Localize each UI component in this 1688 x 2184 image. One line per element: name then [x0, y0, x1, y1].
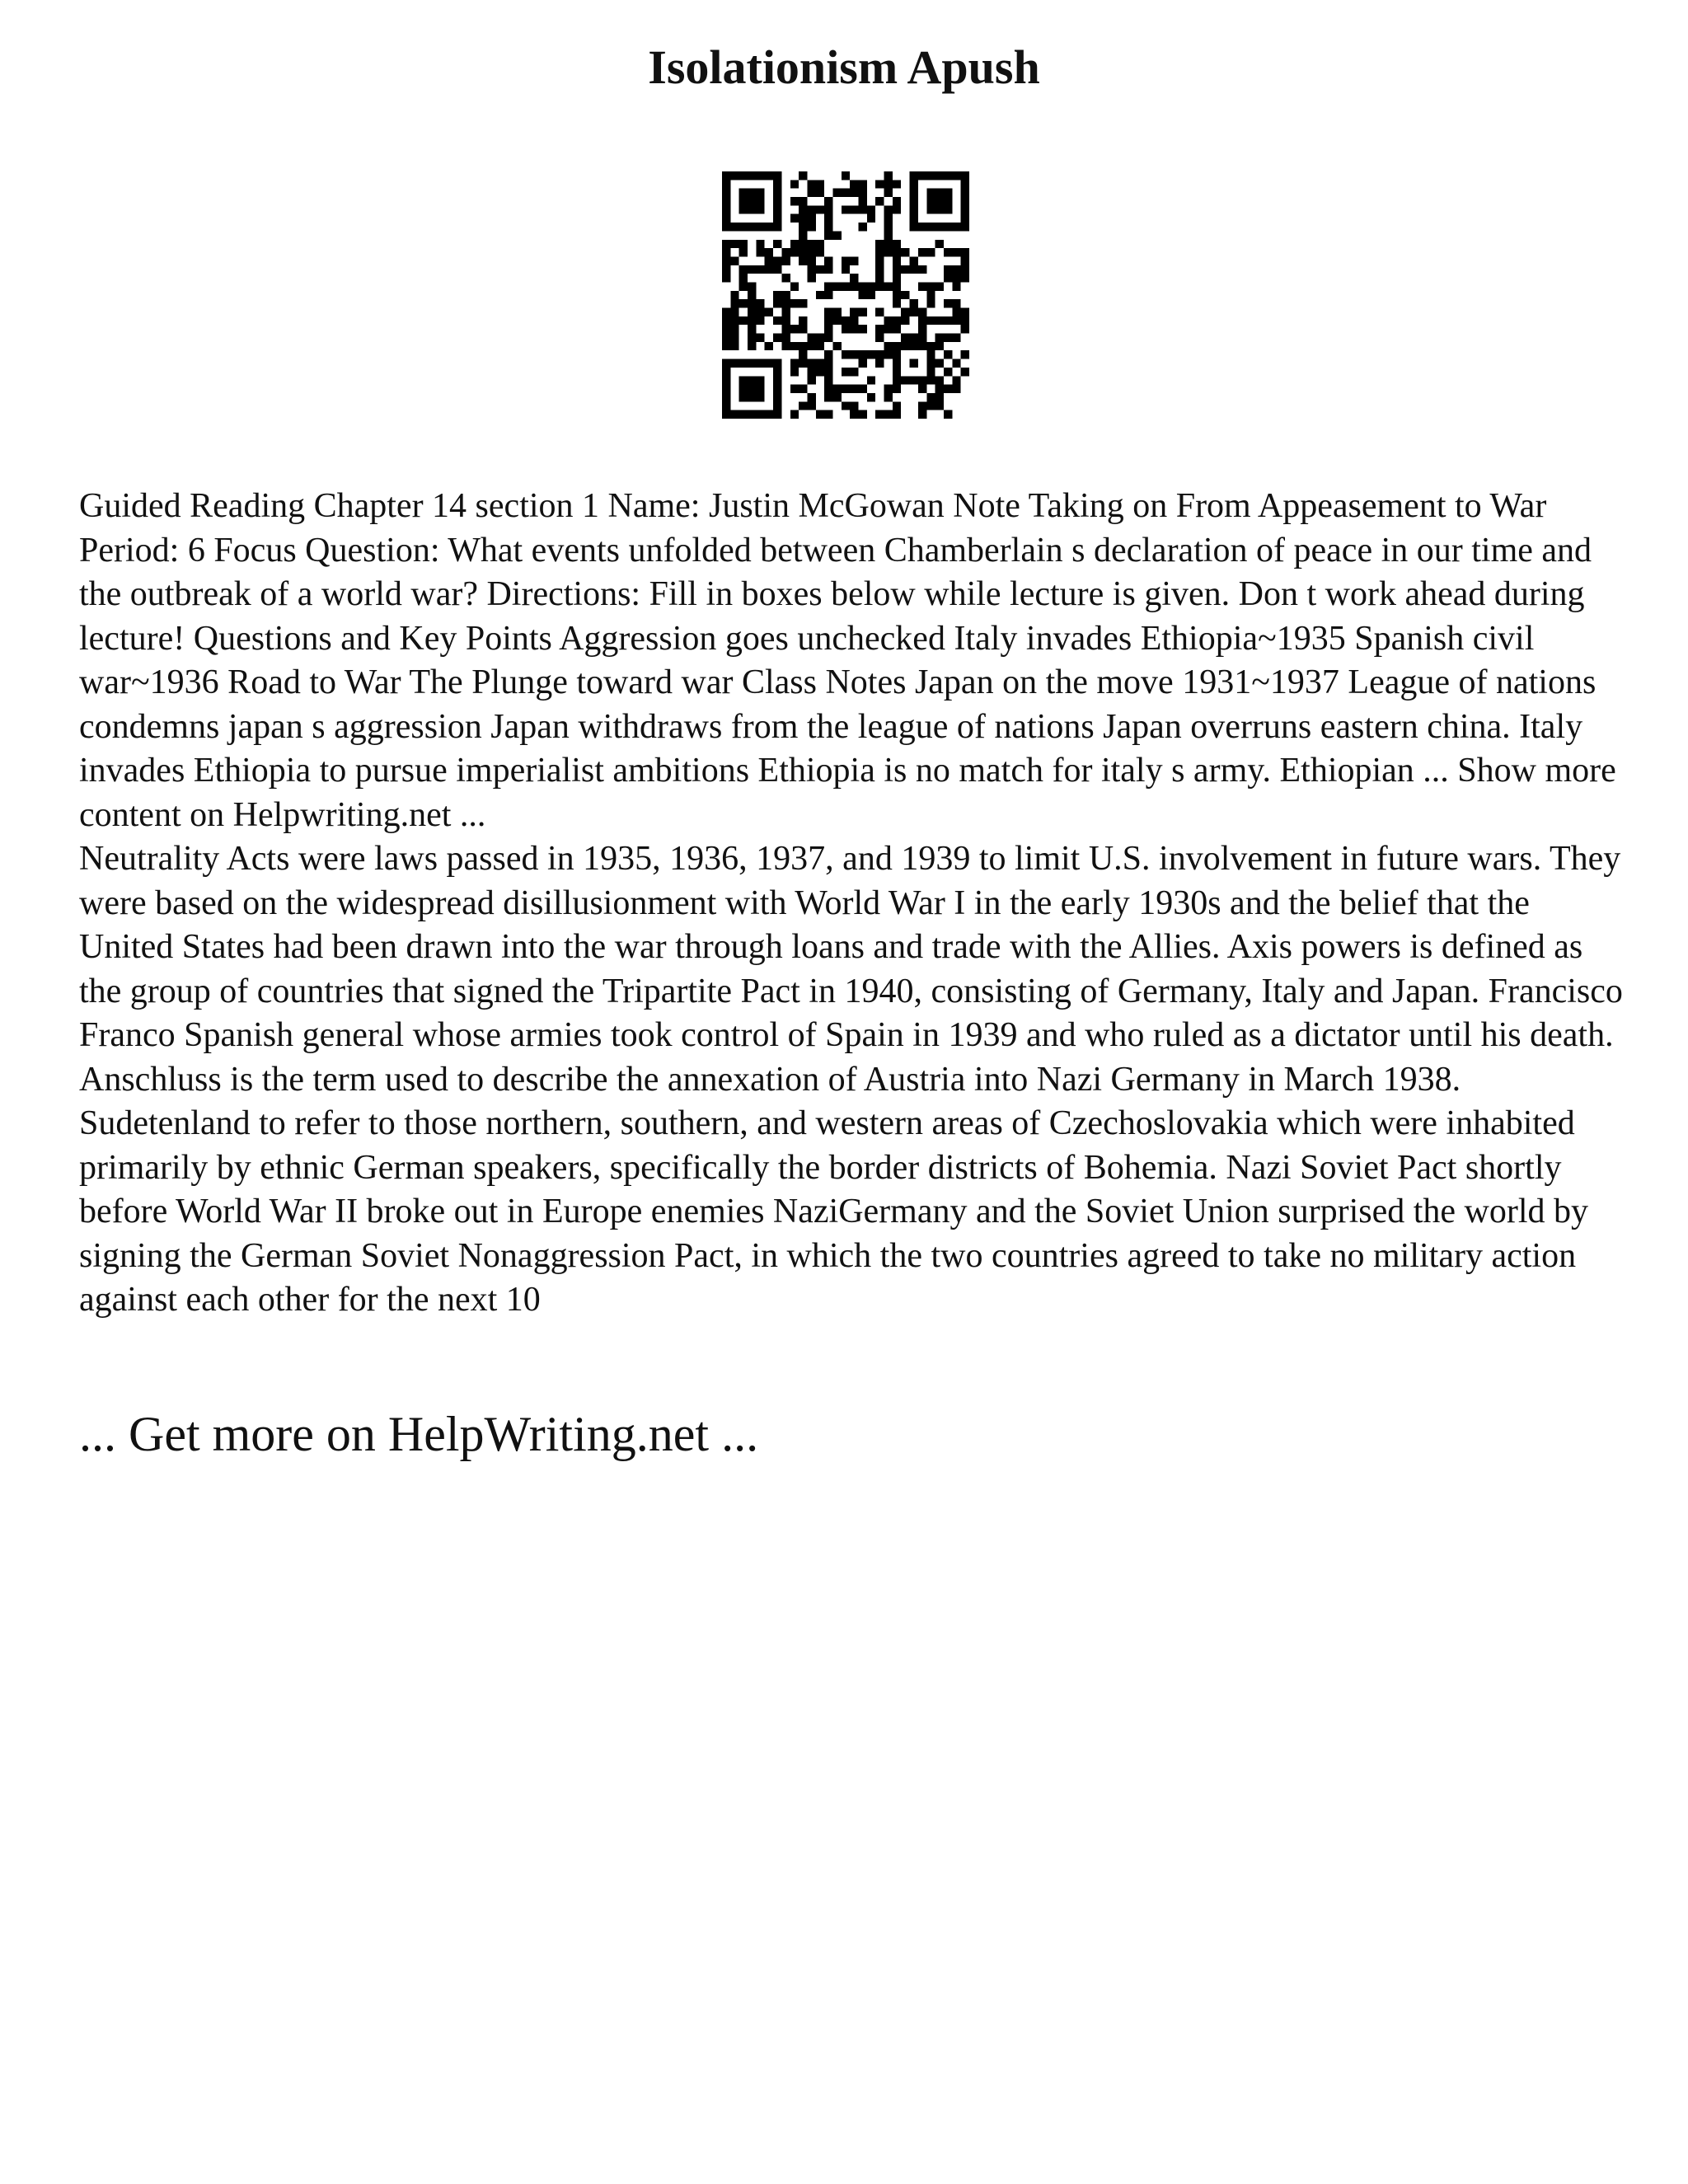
- paragraph-guided-reading: Guided Reading Chapter 14 section 1 Name: Justin McGowan Note Taking on From Appeasement to War Period: 6 Focus Question: What events unfolded between Chamberlain s declaration of peace in our time and the outbreak of a world war? Directions: Fill in boxes below while lecture is given. Don t work ahead during lecture! Questions and Key Points Aggression goes unchecked Italy invades Ethiopia~1935 Spanish civil war~1936 Road to War The Plunge toward war Class Notes Japan on the move 1931~1937 League of nations condemns japan s aggression Japan withdraws from the league of nations Japan overruns eastern china. Italy invades Ethiopia to pursue imperialist ambitions Ethiopia is no match for italy s army. Ethiopian ... Show more content on Helpwriting.net ...: [79, 487, 1616, 834]
- qr-code-icon[interactable]: [722, 171, 969, 419]
- article-body: [79, 485, 1629, 1323]
- get-more-link[interactable]: ... Get more on HelpWriting.net ...: [79, 1407, 759, 1461]
- paragraph-neutrality-acts: Neutrality Acts were laws passed in 1935, 1936, 1937, and 1939 to limit U.S. involvement in future wars. They were based on the widespread disillusionment with World War I in the early 1930s and the belief that the United States had been drawn into the war through loans and trade with the Allies. Axis powers is defined as the group of countries that signed the Tripartite Pact in 1940, consisting of Germany, Italy and Japan. Francisco Franco Spanish general whose armies took control of Spain in 1939 and who ruled as a dictator until his death. Anschluss is the term used to describe the annexation of Austria into Nazi Germany in March 1938. Sudetenland to refer to those northern, southern, and western areas of Czechoslovakia which were inhabited primarily by ethnic German speakers, specifically the border districts of Bohemia. Nazi Soviet Pact shortly before World War II broke out in Europe enemies NaziGermany and the Soviet Union surprised the world by signing the German Soviet Nonaggression Pact, in which the two countries agreed to take no military action against each other for the next 10: [79, 840, 1623, 1319]
- qr-code-graphic: [722, 171, 969, 419]
- page-title: Isolationism Apush: [648, 40, 1040, 94]
